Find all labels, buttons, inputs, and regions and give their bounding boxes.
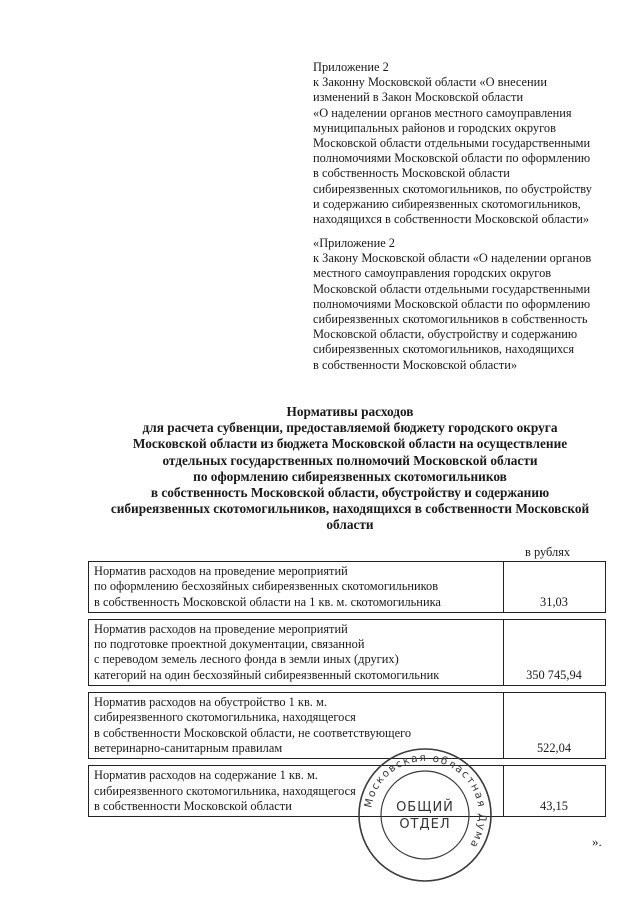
title-line: отдельных государственных полномочий Московской области [162,452,538,468]
norm-line: в собственности Московской области [94,798,292,813]
norm-value: 350 745,94 [504,619,606,685]
appendix-current-line: находящихся в собственности Московской области» [313,212,590,227]
norm-line: ветеринарно-санитарным правилам [94,740,283,755]
table-row [89,562,606,613]
document-title [80,404,620,534]
appendix-previous-header: «Приложение 2 [313,236,395,250]
norm-line: сибиреязвенного скотомогильника, находящегося [94,783,356,798]
norm-line: Норматив расходов на содержание 1 кв. м. [94,768,318,783]
norm-line: сибиреязвенного скотомогильника, находящегося [94,710,356,725]
norm-line: с переводом земель лесного фонда в земли иных (других) [94,652,399,667]
appendix-current-line: к Законну Московской области «О внесении [313,75,547,90]
appendix-previous [313,236,606,373]
title-line: сибиреязвенных скотомогильников, находящихся в собственности Московской [110,501,590,517]
appendix-previous-line: Московской области отдельными государственными [313,281,591,296]
title-line: для расчета субвенции, предоставляемой бюджету городского округа [142,420,558,436]
appendix-previous-line: к Закону Московской области «О наделении органов [313,251,592,266]
table-row [89,619,606,685]
appendix-previous-line: Московской области, обустройству и содержанию [313,327,578,342]
appendix-current-line: «О наделении органов местного самоуправления [313,105,572,120]
appendix-current [313,60,606,227]
closing-mark: ». [592,834,602,849]
appendix-current-header: Приложение 2 [313,60,389,74]
appendix-current-line: муниципальных районов и городских округов [313,120,556,135]
appendix-previous-line: в собственности Московской области» [313,357,518,372]
norm-value: 43,15 [504,766,606,817]
appendix-current-line: полномочиями Московской области по оформлению [313,151,591,166]
appendix-previous-line: полномочиями Московской области по оформлению [313,296,591,311]
currency-note: в рублях [525,545,571,559]
norm-value: 31,03 [504,562,606,613]
stamp-line: ОТДЕЛ [399,817,451,832]
appendix-previous-line: местного самоуправления городских округов [313,266,552,281]
appendix-current-line: и содержанию сибиреязвенных скотомогильников, [313,196,581,211]
norm-line: Норматив расходов на проведение мероприятий [94,564,348,578]
appendix-previous-line: сибиреязвенных скотомогильников, находящихся [313,342,575,357]
appendix-current-line: Московской области отдельными государственными [313,136,591,151]
title-line: в собственность Московской области, обустройству и содержанию [150,485,550,501]
table-row [89,693,606,759]
appendix-current-line: в собственность Московской области [313,166,510,181]
norm-value: 522,04 [504,693,606,759]
norm-line: по оформлению бесхозяйных сибиреязвенных скотомогильников [94,579,439,594]
norm-line: Норматив расходов на проведение мероприятий [94,621,348,636]
appendix-current-line: изменений в Закон Московской области [313,90,524,105]
stamp-seal-icon [355,745,495,885]
norm-line: в собственности Московской области, не соответствующего [94,725,412,740]
appendix-previous-line: сибиреязвенных скотомогильников в собственность [313,312,588,327]
norm-line: в собственность Московской области на 1 кв. м. скотомогильника [94,594,441,609]
appendix-current-line: сибиреязвенных скотомогильников, по обустройству [313,181,592,196]
norm-description [89,619,504,685]
title-heading: Нормативы расходов [286,404,414,419]
stamp-ring-text: Московская областная Дума [362,751,489,851]
table-row [89,766,606,817]
title-line: области [326,517,374,533]
title-line: по оформлению сибиреязвенных скотомогильников [193,468,507,484]
norm-line: Норматив расходов на обустройство 1 кв. м. [94,695,327,710]
norms-table [88,561,606,817]
title-line: Московской области из бюджета Московской области на осуществление [132,436,568,452]
stamp-line: ОБЩИЙ [396,800,454,815]
norm-line: по подготовке проектной документации, связанной [94,637,365,652]
norm-description [89,562,504,613]
official-stamp [355,745,495,885]
norm-line: категорий на один бесхозяйный сибиреязвенный скотомогильник [94,667,440,682]
